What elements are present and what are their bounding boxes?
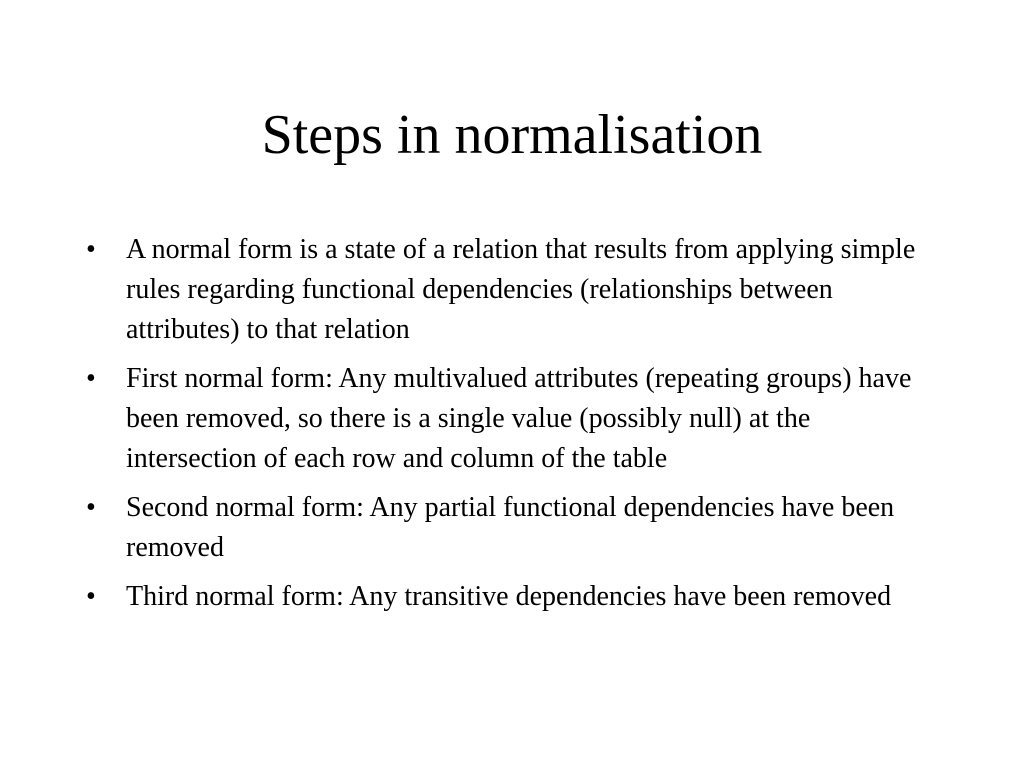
bullet-icon: • <box>86 581 96 612</box>
bullet-icon: • <box>86 234 96 265</box>
bullet-text: First normal form: Any multivalued attributes (repeating groups) have been removed, so there is a single value (possibly null) at the intersection of each row and column of the table <box>126 363 912 474</box>
bullet-icon: • <box>86 492 96 523</box>
bullet-text: Second normal form: Any partial functional dependencies have been removed <box>126 492 895 563</box>
bullet-text: A normal form is a state of a relation that results from applying simple rules regarding functional dependencies (relationships between attributes) to that relation <box>126 234 916 345</box>
bullet-icon: • <box>86 363 96 394</box>
bullet-item-second-normal-form <box>86 488 946 568</box>
bullet-item-first-normal-form <box>86 359 946 479</box>
bullet-item-third-normal-form <box>86 577 946 617</box>
bullet-text: Third normal form: Any transitive dependencies have been removed <box>126 581 892 612</box>
bullet-item-normal-form <box>86 230 946 350</box>
slide-title: Steps in normalisation <box>261 104 763 166</box>
bullet-list <box>86 230 946 626</box>
